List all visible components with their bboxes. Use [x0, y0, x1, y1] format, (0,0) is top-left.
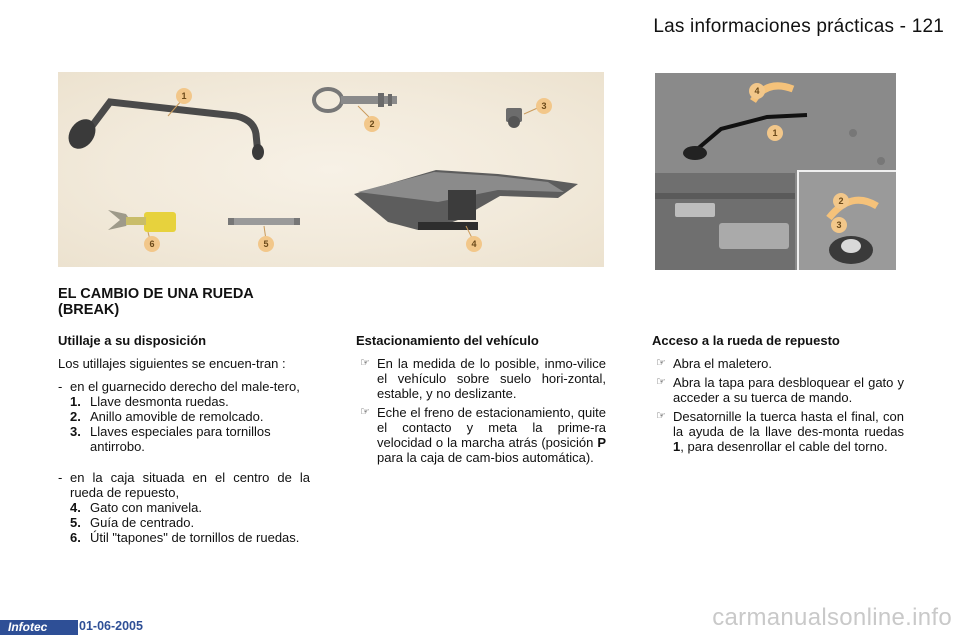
right-callout-2: 2 [833, 193, 849, 209]
tools-column [58, 333, 310, 545]
pointing-hand-icon: ☞ [656, 376, 666, 388]
tool-kit-drawing [58, 72, 604, 267]
watermark: carmanualsonline.info [712, 604, 952, 631]
spare-bullet-3: ☞ Desatornille la tuerca hasta el final, con la ayuda de la llave des-monta ruedas 1, para desenrollar el cable del torno. [656, 409, 904, 454]
tools-heading: Utillaje a su disposición [58, 333, 207, 348]
parking-heading: Estacionamiento del vehículo [356, 333, 539, 348]
spare-wheel-heading: Acceso a la rueda de repuesto [652, 333, 840, 348]
tool-kit-illustration [58, 72, 604, 267]
right-callout-3: 3 [831, 217, 847, 233]
callout-1: 1 [176, 88, 192, 104]
parking-column [356, 333, 606, 469]
pointing-hand-icon: ☞ [656, 410, 666, 422]
list-item: 1. Llave desmonta ruedas. [70, 394, 229, 409]
spare-wheel-column [652, 333, 904, 458]
towing-eye-icon [314, 89, 397, 111]
section-title: EL CAMBIO DE UNA RUEDA (BREAK) [58, 286, 254, 318]
callout-2: 2 [364, 116, 380, 132]
pointing-hand-icon: ☞ [360, 406, 370, 418]
spare-bullet-2: ☞ Abra la tapa para desbloquear el gato y acceder a su tuerca de mando. [656, 375, 904, 405]
right-callout-1: 1 [767, 125, 783, 141]
group2-lead: - en la caja situada en el centro de la rueda de repuesto, [58, 470, 310, 500]
tools-intro: Los utillajes siguientes se encuen-tran : [58, 356, 286, 371]
boot-floor-illustration [655, 73, 896, 270]
list-item: 3. Llaves especiales para tornillos antirrobo. [70, 424, 271, 454]
parking-bullet-1: ☞ En la medida de lo posible, inmo-vilice el vehículo sobre suelo hori-zontal, estable, y no deslizante. [360, 356, 606, 401]
list-item: 5. Guía de centrado. [70, 515, 195, 530]
callout-5: 5 [258, 236, 274, 252]
list-item: 4. Gato con manivela. [70, 500, 203, 515]
right-callout-4: 4 [749, 83, 765, 99]
pointing-hand-icon: ☞ [360, 357, 370, 369]
callout-6: 6 [144, 236, 160, 252]
list-item: 2. Anillo amovible de remolcado. [70, 409, 264, 424]
callout-3: 3 [536, 98, 552, 114]
pointing-hand-icon: ☞ [656, 357, 666, 369]
jack-icon [354, 170, 578, 230]
anti-theft-key-icon [506, 108, 522, 128]
cap-tool-icon [108, 210, 176, 232]
spare-bullet-1: ☞ Abra el maletero. [656, 356, 772, 371]
infotec-logo: Infotec [0, 620, 78, 635]
group1-lead: - en el guarnecido derecho del male-tero, [58, 379, 310, 394]
page-header: Las informaciones prácticas - 121 [653, 16, 944, 37]
group2-list [70, 500, 310, 545]
group1-list [70, 394, 310, 454]
wheel-brace-icon [63, 102, 264, 160]
detail-inset-drawing [799, 172, 896, 270]
centring-guide-icon [228, 218, 300, 225]
list-item: 6. Útil "tapones" de tornillos de ruedas. [70, 530, 300, 545]
parking-bullet-2: ☞ Eche el freno de estacionamiento, quite el contacto y meta la prime-ra velocidad o la marcha atrás (posición P para la caja de cam-bios automática). [360, 405, 606, 465]
detail-inset [797, 170, 896, 270]
footer-date: 01-06-2005 [79, 619, 143, 633]
callout-4: 4 [466, 236, 482, 252]
